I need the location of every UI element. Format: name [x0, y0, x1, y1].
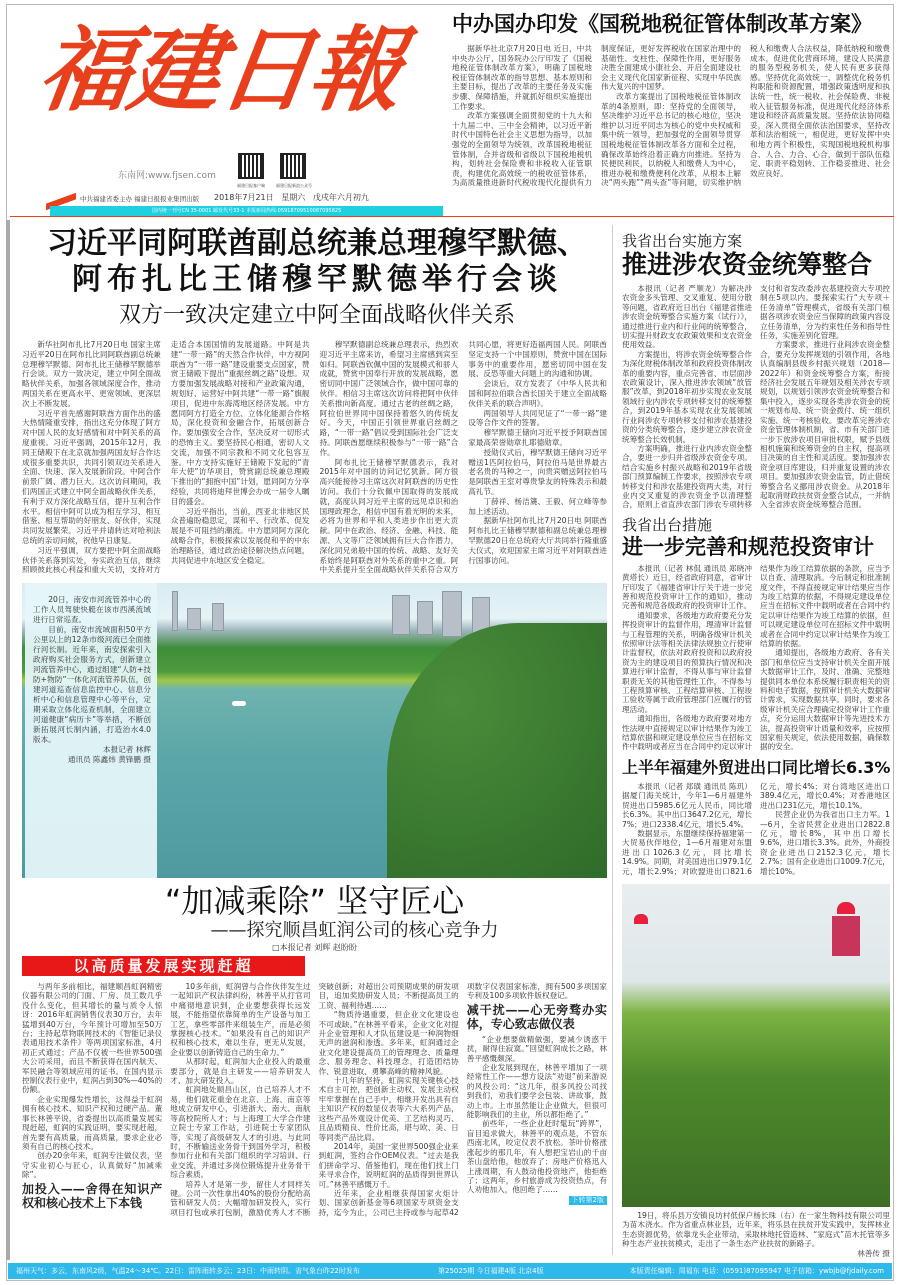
paragraph: 民营企业仍为我省出口主力军。1—6月，全省民营企业进出口2822.8亿元，增长8%，其中出口增长9.6%，进口增长3.3%。此外，外商投资企业进出口2152.3亿元，增长2.7%；国有企业进出口1009.7亿元，增长10%。: [760, 810, 890, 876]
qr-label: 福建日报新浪公众号: [276, 183, 312, 188]
lead-subheadline: 双方一致决定建立中阿全面战略伙伴关系: [118, 303, 515, 328]
story-agri-funds: [622, 232, 890, 510]
paragraph: 方案明确，推进行业内涉农资金整合，要进一步归并省级涉农资金专项。结合实施乡村振兴战略和2019年省级部门预算编制工作要求，按照涉农专项转移支付和涉农基建投资两大类，对行业内交叉重复的涉农资金予以清理整合，原则上省直涉农部门涉农专项转移支付和省发改委涉农基建投资大专项控制在5项以内。要探索实行“大专项＋任务清单”管理模式，省级有关部门根据各项涉农资金应当保障的政策内容设立任务清单，分为约束性任务和指导性任务，实施差别化管理。: [622, 284, 890, 510]
paragraph: 2014年，美国一家世界500强企业来到虹润，签约合作OEM仪表。“过去是我们拼命学习、借鉴他们，现在他们找上门来寻求合作，说明虹润的品质得到世界认可。”林善平感慨万千。: [318, 1141, 459, 1189]
paragraph: 十几年的坚持，虹润实现关键核心技术自主可控，把创新主动权、发展主动权牢牢掌握在自己手中，相继开发出具有自主知识产权的数显仪表等六大系列产品，这些产品外观设计优美、工艺结构灵巧、且品质精良、性价比高，堪与欧、美、日等同类产品比肩。: [318, 1076, 459, 1142]
lead-headline: [22, 226, 612, 298]
story-body: [622, 782, 890, 876]
paragraph: 近年来，企业相继获得国家火炬计划、国家创新基金等6项国家专项资金支持，迄今为止，公司已主持或参与起草42项数字仪表国家标准，拥有500多项国家专利及100多项软件版权登记。: [318, 982, 607, 1217]
right-column: [622, 232, 890, 1258]
paragraph: 本报讯（记者 林侃 通讯员 郑晓冲 黄塔长）近日，经省政府同意，省审计厅印发了《福建省审计厅关于进一步完善和规范投资审计工作的通知》，推动完善和规范各级政府的投资审计工作。: [622, 563, 752, 611]
paragraph: 目前，南安市流域面积50平方公里以上的12条市级河流已全面推行河长制。近年来，南安探索引入政府购买社会服务方式，创新建立河流管养中心，通过组建“人防+技防+物防”一体化河流管养队伍，创建河道巡查信息监控中心、信息分析中心和信息管理中心等平台，定期采取立体化巡查机制，全面建立河道健康“病历卡”等举措，不断创新拓展河长制内涵，打造治水4.0版本。: [33, 625, 151, 745]
paragraph: 授勋仪式后，穆罕默德王储向习近平赠送1匹阿拉伯马，阿拉伯马是世界最古老名贵的马种之一，向贵宾赠送阿拉伯马是阿联酋王室对尊贵挚友的特殊表示和最高礼节。: [468, 447, 607, 496]
kicker: 我省出台实施方案: [622, 232, 743, 250]
paragraph: 会谈后，双方发表了《中华人民共和国和阿拉伯联合酋长国关于建立全面战略伙伴关系的联合声明》。: [468, 379, 607, 408]
registration-band: 国内统一刊号CN 35-0001 邮发代号33-1 本报新闻热线:05918709510087095825: [50, 206, 443, 216]
paragraph: 习近平强调，双方要把中阿全面战略伙伴关系落到实处，夯实政治互信，继续照顾彼此核心利益和重大关切，支持对方走适合本国国情的发展道路。中阿是共建“一带一路”的天然合作伙伴，中方视阿联酋为“一带一路”建设重要支点国家，赞赏王储殿下提出“重振丝绸之路”设想。双方要加强发展战略对接和产业政策沟通，规划好、运营好中阿共建“一带一路”旗舰项目，促进中东海湾地区经济发展。中方愿同阿方打造全方位、立体化能源合作格局，深化投资和金融合作，拓展创新合作。要加强安全合作，坚决反对一切形式的恐怖主义。要坚持民心相通，密切人文交流，加强不同宗教和不同文化包容互鉴。中方支持实施好王储殿下发起的“青年大使”访华项目，赞赏副总统兼总理殿下推出的“拥抱中国”计划，愿同阿方分享经验，共同将迪拜世博会办成一届令人瞩目的盛会。: [22, 340, 310, 575]
paragraph: 通知提出，各级地方政府、各有关部门和单位应当支持审计机关全面开展大数据审计工作，及时、准确、完整地提供同本单位本系统履行职责相关的资料和电子数据，按照审计机关大数据审计需求，实现数据共享。同时，要求各级审计机关应合理确定投资审计工作重点，充分运用大数据审计等先进技术方法，提高投资审计质量和效率，应按照国家相关规定，依法使用数据，确保数据的安全。: [760, 648, 890, 752]
paragraph: 丁薛祥、杨洁篪、王毅、何立峰等参加上述活动。: [468, 496, 607, 516]
kicker: 我省出台措施: [622, 515, 713, 534]
continued-link[interactable]: 下转第2版: [569, 1196, 607, 1205]
qr-label: 福建日报客户端: [237, 183, 265, 188]
subheading: 减干扰——心无旁骛办实体，专心致志做仪表: [466, 1002, 607, 1031]
feature-body: [22, 982, 607, 1258]
lead-story-body: [22, 340, 607, 575]
paragraph: 本报讯（记者 严顺龙）为解决涉农资金多头管理、交叉重复、使用分散等问题，省政府近日出台《福建省推进涉农资金统筹整合实施方案（试行）》，通过推进行业内和行业间的统筹整合，切实提升财政支农政策效果和支农资金使用效益。: [622, 284, 752, 350]
divider: [10, 216, 894, 217]
weekday: 星期六: [281, 193, 306, 202]
qr-code-wechat[interactable]: [280, 153, 306, 179]
paragraph: 新华社阿布扎比7月20日电 国家主席习近平20日在阿布扎比同阿联酋副总统兼总理穆罕默德、阿布扎比王储穆罕默德举行会谈。双方一致决定，建立中阿全面战略伙伴关系，加强各领域深度合作，推动两国关系在更高水平、更宽领域、更深层次上不断发展。: [22, 340, 161, 408]
feature-headline: “加减乘除” 坚守匠心: [164, 882, 465, 920]
publisher: 中共福建省委主办 福建日报报业集团出版: [80, 195, 200, 203]
paragraph: 阿布扎比王储穆罕默德表示，我对2015年对中国的访问记忆犹新。阿方很高兴能接待习主席这次对阿联酋的历史性访问。我们十分钦佩中国取得的发展成就，高度认同习近平主席的远见卓识和治国理政理念，相信中国有着光明的未来，必将为世界和平和人类进步作出更大贡献。阿中在政治、经济、金融、科技、能源、人文等广泛领域拥有巨大合作潜力，深化同兄弟般中国的传统、战略、友好关系始终是阿联酋对外关系的重中之重。阿中关系提升至全面战略伙伴关系符合双方共同心愿，将更好造福两国人民。阿联酋坚定支持一个中国原则，赞赏中国在国际事务中的重要作用，愿密切同中国在发展、反恐等重大问题上的沟通和协调。: [319, 340, 607, 575]
story-investment-audit: [622, 516, 890, 752]
column-rule: [612, 225, 613, 1255]
paragraph: 据新华社北京7月20日电 近日，中共中央办公厅、国务院办公厅印发了《国税地税征管体制改革方案》，明确了国税地税征管体制改革的指导思想、基本原则和主要目标，提出了改革的主要任务及实施步骤、保障措施，并就抓好组织实施提出工作要求。: [452, 44, 592, 111]
greenhouse-caption: [622, 1211, 890, 1258]
paragraph: 习近平首先感谢阿联酋方面作出的盛大热情隆重安排，指出这充分体现了阿方对中国人民的友好感情和对中阿关系的高度重视。习近平强调，2015年12月，我同王储殿下在北京就加强两国友好合作达成很多重要共识，共同引领双边关系进入全面、快速、深入发展新阶段。中阿合作前景广阔、潜力巨大。这次访问期间，我们两国正式建立中阿全面战略伙伴关系，有利于双方深化战略互信，提升互利合作水平。相信中阿可以成为相互学习、相互借鉴、相互帮助的好朋友、好伙伴，实现共同发展繁荣。习近平并请转达对哈利法总统的亲切问候，祝他早日康复。: [22, 408, 161, 545]
paragraph: 改革方案提出了国税地税征管体制改革的4条原则，即：坚持党的全面领导，坚决维护习近平总书记的核心地位，坚决维护以习近平同志为核心的党中央权威和集中统一领导，把加强党的全面领导贯穿国税地税征管体制改革各方面和全过程，确保改革始终沿着正确方向推进。坚持为民便民利民，以纳税人和缴费人为中心，推进办税和缴费便利化改革，从根本上解决“两头跑”“两头查”等问题，切实维护纳税人和缴费人合法权益，降低纳税和缴费成本，促进优化营商环境，建设人民满意的服务型税务机关，使人民有更多获得感。坚持优化高效统一，调整优化税务机构职能和资源配置，增强政策透明度和执法统一性，统一税收、社会保险费、非税收入征管服务标准，促进现代化经济体系建设和经济高质量发展。坚持依法协同稳妥，深入贯彻全面依法治国要求，坚持改革和法治相统一，相促进，更好发挥中央和地方两个积极性，实现国税地税机构事合、人合、力合、心合，做到干部队伍稳定、职责平稳划转、工作稳妥推进、社会效应良好。: [601, 44, 890, 188]
story-body: [622, 284, 890, 510]
weather-info: 福州天气：多云，东南风2级，气温24～34℃。22日：雷阵雨转多云；23日：中雨转阴。省气象台昨22时发布: [16, 1267, 360, 1275]
paragraph: “企业想要做精做强，要减少诱惑干扰，耐得住寂寞。”回望虹润成长之路，林善平感慨颇深。: [466, 1034, 607, 1063]
paragraph: 培养人才是第一步，留住人才同样关键。公司一次性拿出40%的股份分配给高管和研发人员；大幅增加研发投入，实行项目打包或承打包制，激励优秀人才不断突破创新；对超出公司预期成果的研发项目，追加奖励研发人员；不断提高员工的工资、福利待遇……: [170, 982, 459, 1217]
paragraph: 通知指出，各级地方政府要对地方性法规中直接规定以审计结果作为竣工结算依据和规定建设单位应当在招标文件中载明或者应当在合同中约定以审计结果作为竣工结算依据的条款，应当予以自查、清理取消。今后制定和批准制度文件，不得直接规定审计结果应当作为竣工结算的依据，不得规定建设单位应当在招标文件中载明或者在合同中约定以审计结果作为竣工结算的依据，但可以规定建设单位可在招标文件中载明或者在合同中约定以审计结果作为竣工结算的依据。: [622, 563, 890, 752]
photo-credit: 通讯员 陈鑫炜 黄锋鹏 摄: [67, 755, 151, 765]
editor-contact: 本版责任编辑：周福东 电话：(0591)87095947 电子信箱：ywbjb@fjdaily.com: [629, 1267, 884, 1275]
left-margin-bar: [6, 220, 10, 1260]
paragraph: 据新华社阿布扎比7月20日电 阿联酋阿布扎比王储穆罕默德和副总统兼总理穆罕默德20日在总统府大厅共同举行隆重盛大仪式，欢迎国家主席习近平对阿联酋进行国事访问。: [468, 516, 608, 565]
qr-code-icon: [280, 153, 306, 179]
lead-headline-line2: 阿布扎比王储穆罕默德举行会谈: [72, 262, 562, 297]
website-link[interactable]: 东南网:www.fjsen.com: [118, 171, 216, 181]
paragraph: 企业发展到现在，林善平增加了一项经常性工作——想方设法“劝退”前来游说的风投公司：“这几年，很多风投公司找到我们，劝我们要学会包装、讲故事，鼓动上市。上市虽然能让企业做大，但很可能影响我们的主业，所以都拒绝了。”: [466, 1063, 607, 1120]
qr-code-app[interactable]: [238, 153, 264, 179]
lunar-date: 戊戌年六月初九: [312, 193, 369, 202]
river-photo: [22, 583, 607, 878]
lead-story-area: [22, 340, 607, 878]
qr-code-icon: [238, 153, 264, 179]
paragraph: 穆罕默德王储向习近平授予阿联酋国家最高荣誉勋章扎耶德勋章。: [468, 428, 607, 447]
issue-date-line: [214, 192, 369, 203]
photo-credit: 本报记者 林辉: [103, 745, 151, 755]
paragraph: 通知要求，各级地方政府要充分发挥投资审计的监督作用，理清审计监督与工程管理的关系，明确各级审计机关依照审计法等相关法律法规独立行使审计监督权，依法对政府投资和以政府投资为主的建设项目的预算执行情况和决算进行审计监督，不得从事与审计监督职责无关的其他管理性工作，不得参与工程预算审核、工程结算审核、工程竣工验收等属于政府管理部门应履行的管理活动。: [622, 610, 752, 714]
paragraph: 方案提出，将涉农资金统筹整合作为深化财税体制改革和政府投资体制改革的重要内容，重点完善省、市层面涉农政策设计，深入推进涉农领域“放管服”改革，到2018年初步实现农业发展领域行业内涉农专项转移支付的统筹整合，到2019年基本实现农业发展领域行业间涉农专项转移支付和涉农基建投资的分类统筹整合，逐步建立涉农资金统筹整合长效机制。: [622, 349, 752, 444]
feature-subheadline: ——探究顺昌虹润公司的核心竞争力: [210, 920, 499, 941]
greenhouse-photo: [622, 884, 890, 1207]
footer-bar: [8, 1263, 892, 1279]
paragraph: 改革方案强调全面贯彻党的十九大和十九届二中、三中全会精神，以习近平新时代中国特色社会主义思想为指导，以加强党的全面领导为统领，改革国税地税征管体制，合并省级和省级以下国税地税机构，划转社会保险费和非税收入征管职责，构建优化高效统一的税收征管体系，为高质量推进新时代税收现代化提供有力制度保证，更好发挥税收在国家治理中的基础性、支柱性、保障性作用，更好服务决胜全面建成小康社会、开启全面建设社会主义现代化国家新征程、实现中华民族伟大复兴的中国梦。: [452, 44, 741, 188]
headline: 进一步完善和规范投资审计: [622, 534, 874, 559]
paragraph: 数据显示，东盟继续保持福建第一大贸易伙伴地位，1—6月福建对东盟进出口1026.3亿元，同比增长14.9%。同期，对美国进出口979.1亿元，增长2.9%；对欧盟进出口821.6亿元，增长4%；对台湾地区进出口389.4亿元，增长0.4%；对香港地区进出口231亿元，增长10.1%。: [622, 781, 890, 876]
paragraph: 前些年，一些企业赶时髦玩“跨界”，盲目追求做大，林善平的观点是，不管东西南北风，咬定仪表不放松。茶叶价格涨涨起步的那几年，有人想把宝岩山的千亩茶山盘给他，他放弃了；房地产价格迅入上涨周期，有人鼓动他投资地产，他拒绝了；这两年，乡村旅游成为投资热点，有人劝他加入，他回绝了……: [466, 1119, 607, 1195]
paragraph: 企业实现爆发性增长，这得益于虹润拥有核心技术、知识产权和过硬产品。董事长林善平说，省委提出以高质量发展实现赶超，虹润的实践证明，要实现赶超，首先要有高质量，而高质量，要求企业必须有自己的核心技术。: [22, 1094, 163, 1151]
issue-info: 第25025期 今日福建4版 北京4版: [438, 1267, 544, 1275]
paragraph: 与两年多前相比，福建顺昌虹润精密仪器有限公司的门面、厂房、员工数几乎没什么变化，但其增长的量与质令人惊讶：2016年虹润销售仪表30万台，去年猛增到40万台，今年预计可增加至50万台；主持起草物联网技术的《智能记录仪表通用技术条件》等两项国家标准，4月初正式通过；产品不仅被一些世界500强大公司采用，而且不断获得在国内航天、军民融合等领域应用的证书。在国内显示控制仪表行业中，虹润占到30%—40%的份额。: [22, 982, 163, 1095]
section-banner: 以高质量发展实现赶超: [22, 956, 305, 976]
story-foreign-trade: [622, 758, 890, 876]
paragraph: “物质待遇重要，但企业文化建设也不可或缺。”在林善平看来，企业文化对提升企业管理和人才队伍建设是一种润物细无声的滋润和渗透。多年来，虹润通过企业文化建设提高员工的管理理念、质量理念、服务理念、科技理念，打造团结协作、锐意进取、勇攀高峰的精神风貌。: [318, 1010, 459, 1076]
top-story-headline: 中办国办印发《国税地税征管体制改革方案》: [452, 12, 872, 36]
paragraph: 两国领导人共同见证了“一带一路”建设等合作文件的签署。: [468, 408, 607, 428]
paragraph: 穆罕默德副总统兼总理表示，热烈欢迎习近平主席来访，希望习主席感到宾至如归。阿联酋钦佩中国的发展模式和骄人成就，赞赏中国奉行开放的发展战略，愿密切同中国广泛领域合作，做中国可靠的伙伴。相信习主席这次访问将把阿中伙伴关系推向新高度。通过古老的丝绸之路，阿拉伯世界同中国保持着悠久的传统友好。今天，中国正引领世界重启丝绸之路，“一带一路”倡议受到国际社会广泛支持。阿联酋愿继续积极参与“一带一路”合作。: [319, 340, 459, 457]
headline: 推进涉农资金统筹整合: [622, 250, 873, 279]
river-photo-caption: [25, 583, 157, 878]
paragraph: 本报讯（记者 郑璜 通讯员 陈玑）据厦门海关统计，今年1—6月福建外贸进出口5985.6亿元人民币，同比增长6.3%。其中出口3647.2亿元，增长7%；进口2338.4亿元，增长5.4%。: [622, 781, 752, 829]
headline: 上半年福建外贸进出口同比增长6.3%: [622, 757, 891, 777]
paragraph: 19日，将乐县万安镇良坊村低保户杨长珠（右）在一家生物科技有限公司里为苗木浇水。作为省重点林业县，近年来，将乐县在扶贫开发实践中，发挥林业生态资源优势，依靠龙头企业带动，采取林地托管造林、“家庭式”苗木托管等多种生态产业扶贫模式，走出了一条生态产业扶贫的新路子。: [622, 1210, 890, 1249]
paragraph: 方案要求，推进行业间涉农资金整合，要充分发挥规划的引领作用，各地认真编制县级乡村振兴规划（2018—2022年）和资金统筹整合方案，衔接经济社会发展五年规划及相关涉农专项规划，以规划引领涉农资金统筹整合和集中投入，逐步实现各类涉农资金的统一规划布局、统一资金拨付、统一组织实施、统一考核验收。要改革完善涉农资金管理体制机制，省、市有关部门进一步下放涉农项目审批权限，赋予县级相机施策和统筹资金的自主权，提高项目决策的自主性和灵活度。要加强涉农资金项目库建设，归并重复设置的涉农项目。要加强涉农资金监管，防止借统筹整合名义挪用涉农资金。从2018年起取消财政扶贫资金整合试点，一并纳入全省涉农资金统筹整合范围。: [760, 340, 890, 510]
lead-headline-line1: 习近平同阿联酋副总统兼总理穆罕默德、: [47, 226, 587, 261]
top-story-body: [452, 44, 890, 214]
paragraph: 虹润地处顺昌山区，自己培养人才不易，他们就花重金在北京、上海、南京等地成立研发中心，引进浙大、南大、南航等高校院所人才；与上海理工大学合作建立院士专家工作站，引进院士专家团队等，实现了高级研发人才的引进。与此同时，不断输送业务骨干到国外学习，积极参加行业和有关部门组织的学习培训、行业交流，并通过多岗位锻炼提升业务骨干综合素质。: [170, 1085, 311, 1180]
subheading: 加投入——舍得在知识产权和核心技术上下本钱: [22, 1181, 163, 1210]
paragraph: 从那时起，虹润加大企业投入的最重要部分，就是自主研发——培养研发人才、加大研发投入。: [170, 1057, 311, 1086]
masthead-logo: 福建日報: [32, 16, 408, 124]
feature-byline: □本报记者 刘辉 赵盼盼: [272, 943, 357, 952]
paragraph: 10多年前，虹润曾与合作伙伴发生过一起知识产权法律纠纷，林善平从打官司中痛彻地意识到，企业要想获得长远发展，不能指望依靠简单的生产设备与加工工艺，拿些零部件来组装生产，而是必须掌握核心技术。“如果没有自己的知识产权和核心技术，难以生存，更无从发展，企业要以创新铸造自己的生命力。”: [170, 982, 311, 1057]
issue-date: 2018年7月21日: [214, 193, 274, 202]
paragraph: 习近平指出，当前，西亚北非地区民众普遍盼稳思定，谋和平、行改革、促发展是不可阻挡的潮流。中方愿同阿方深化战略合作，积极探索以发展促和平的中东治理路径，通过政治途径解决热点问题，共同促进中东地区安全稳定。: [170, 506, 310, 565]
speedboat: [232, 701, 246, 706]
paragraph: 20日，南安市河流管养中心的工作人员驾驶快艇在该市西溪流域进行日常巡查。: [33, 595, 151, 625]
story-body: [622, 564, 890, 752]
photo-credit: 林善传 摄: [857, 1248, 890, 1258]
paragraph: 创办20余年来，虹润专注做仪表，坚守实业初心与匠心，认真做好“加减乘除”。: [22, 1151, 163, 1180]
